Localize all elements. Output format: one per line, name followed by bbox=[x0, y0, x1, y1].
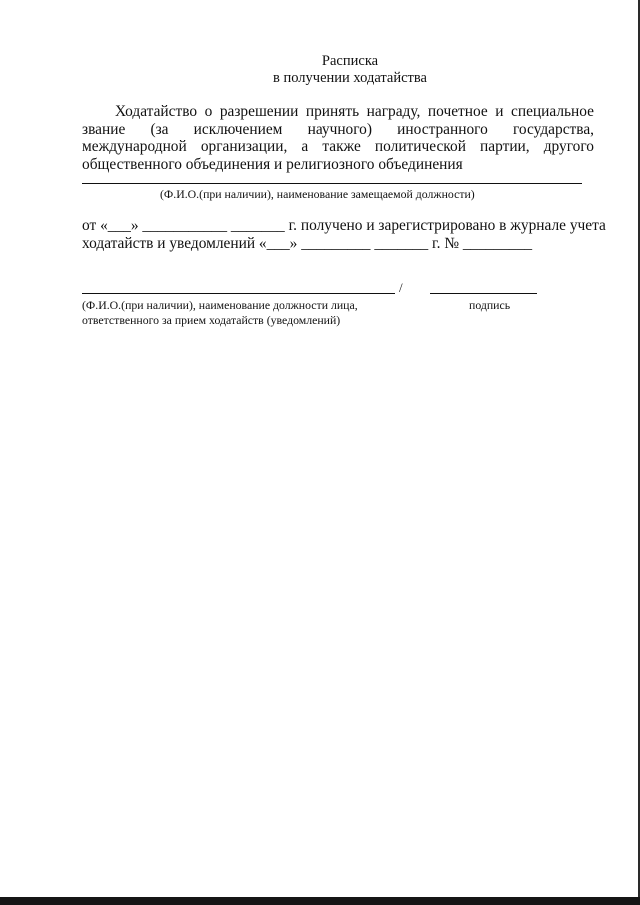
scan-edge-bottom bbox=[0, 897, 640, 905]
position-caption: (Ф.И.О.(при наличии), наименование замещаемой должности) bbox=[160, 187, 475, 201]
paragraph-line-1: Ходатайство о разрешении принять награду, почетное и специальное bbox=[115, 103, 594, 120]
document-title: Расписка bbox=[321, 53, 379, 69]
document-subtitle: в получении ходатайства bbox=[273, 70, 427, 86]
paragraph-line-2: звание (за исключением научного) иностранного государства, bbox=[82, 120, 594, 138]
paragraph-line-4: общественного объединения и религиозного объединения bbox=[82, 155, 463, 173]
signature-blank-line bbox=[430, 293, 537, 294]
registration-line-2: ходатайств и уведомлений «___» _________ _______ г. № _________ bbox=[82, 235, 533, 252]
responsible-caption-line-1: (Ф.И.О.(при наличии), наименование должности лица, bbox=[82, 298, 358, 312]
slash-separator: / bbox=[399, 280, 403, 295]
signature-caption: подпись bbox=[469, 298, 511, 312]
petition-paragraph bbox=[82, 103, 594, 173]
responsible-name-blank-line bbox=[82, 293, 395, 294]
paragraph-line-3: международной организации, а также политической партии, другого bbox=[82, 138, 594, 155]
registration-line-1: от «___» ___________ _______ г. получено и зарегистрировано в журнале учета bbox=[82, 217, 606, 234]
position-blank-line bbox=[82, 183, 582, 184]
responsible-caption-line-2: ответственного за прием ходатайств (уведомлений) bbox=[82, 313, 341, 327]
